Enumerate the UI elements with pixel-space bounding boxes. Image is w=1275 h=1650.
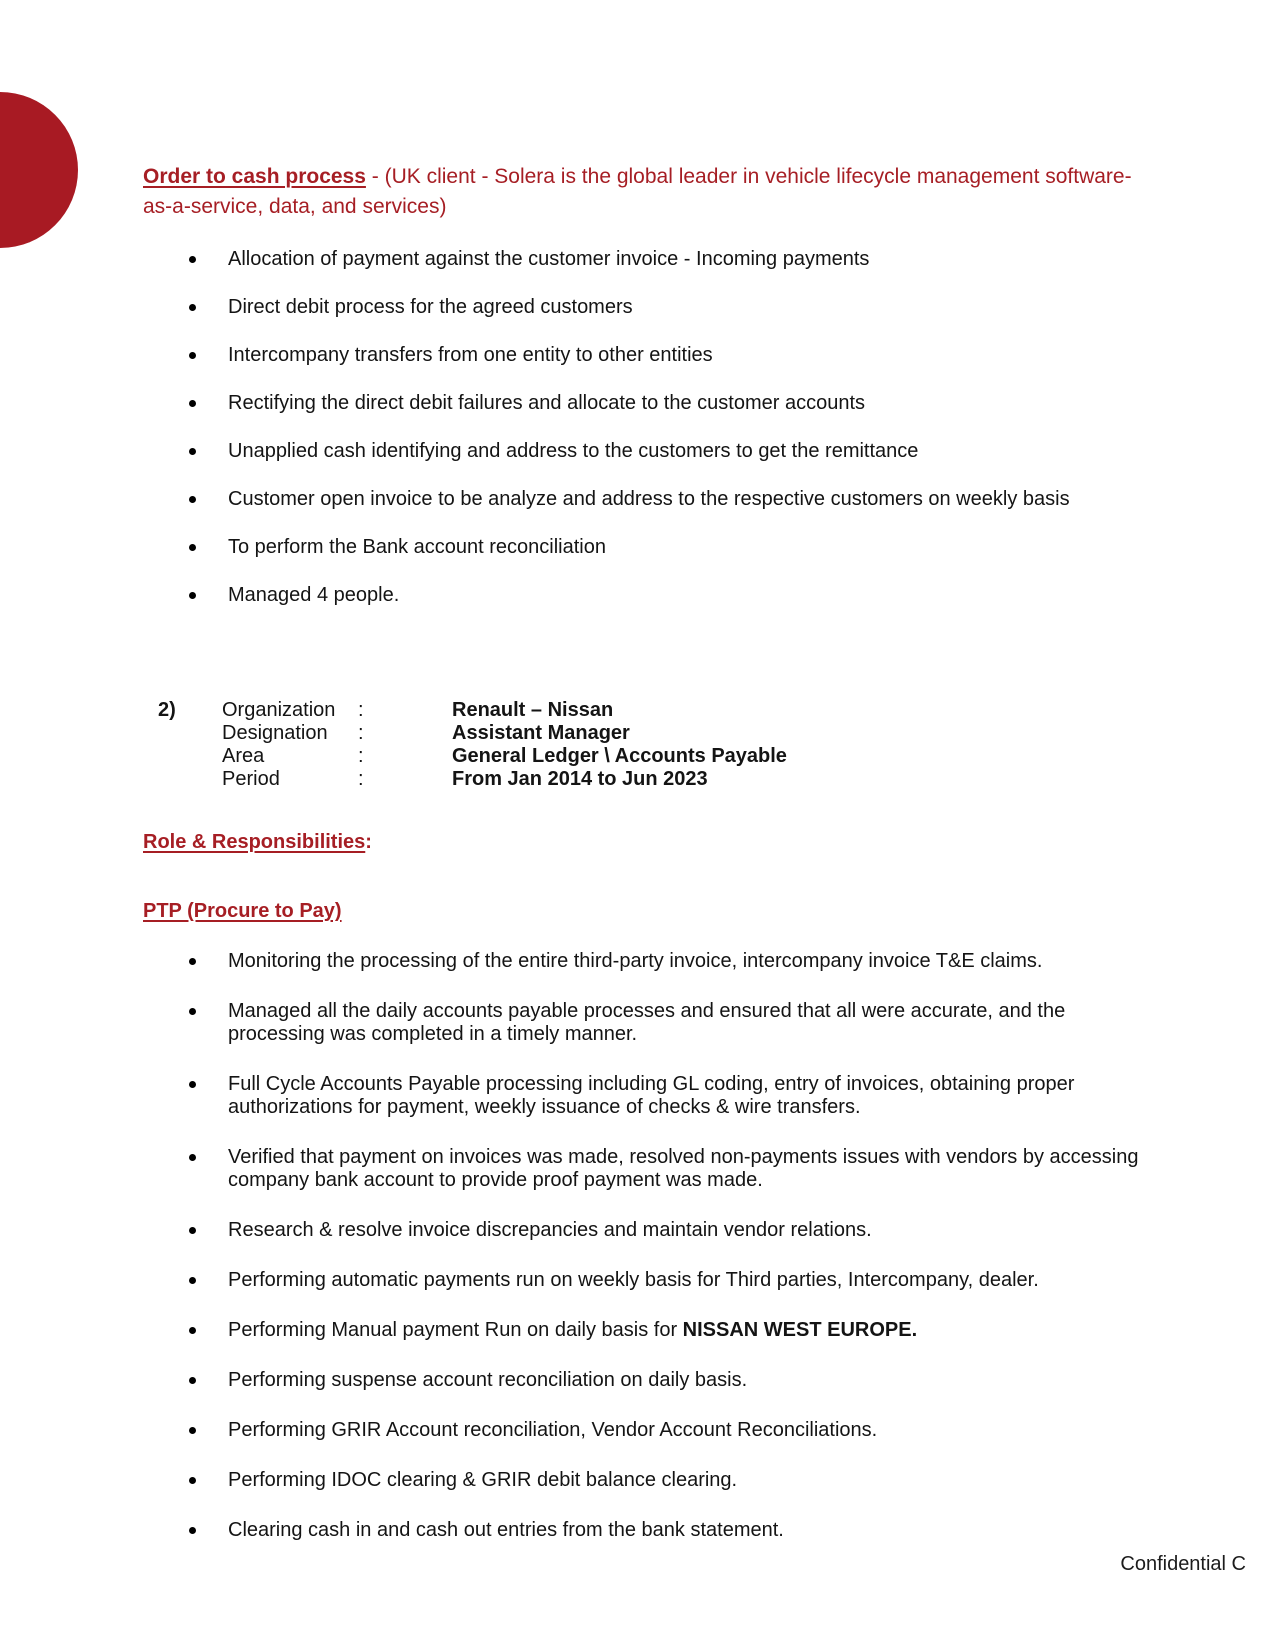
bullet-icon	[189, 400, 196, 407]
page-content	[143, 0, 1140, 1569]
ptp-title: PTP (Procure to Pay)	[143, 900, 342, 922]
bullet-icon	[189, 1527, 196, 1534]
bullet-icon	[189, 1008, 196, 1015]
bullet-text: Performing IDOC clearing & GRIR debit balance clearing.	[228, 1469, 738, 1491]
role-responsibilities-title: Role & Responsibilities	[143, 831, 366, 853]
bullet-text: Clearing cash in and cash out entries from the bank statement.	[228, 1519, 784, 1541]
list-item	[143, 536, 1140, 559]
bullet-text: Monitoring the processing of the entire third-party invoice, intercompany invoice T&E claims.	[228, 950, 1043, 972]
bullet-icon	[189, 1227, 196, 1234]
bullet-icon	[189, 1154, 196, 1161]
bullet-text: Direct debit process for the agreed customers	[228, 296, 633, 318]
bullet-icon	[189, 304, 196, 311]
bullet-text: Performing GRIR Account reconciliation, Vendor Account Reconciliations.	[228, 1419, 878, 1441]
experience-row	[222, 768, 1140, 791]
experience-colon: :	[358, 745, 364, 767]
bullet-icon	[189, 1277, 196, 1284]
bullet-icon	[189, 448, 196, 455]
experience-colon: :	[358, 768, 364, 790]
list-item	[143, 1519, 1140, 1542]
role-responsibilities-heading	[143, 831, 1140, 854]
bullet-text: Managed all the daily accounts payable processes and ensured that all were accurate, and the processing was completed in a timely manner.	[228, 1000, 1066, 1045]
bullet-icon	[189, 958, 196, 965]
bullet-icon	[189, 1377, 196, 1384]
bullet-icon	[189, 1081, 196, 1088]
bullet-text: Research & resolve invoice discrepancies and maintain vendor relations.	[228, 1219, 872, 1241]
bullet-text: Rectifying the direct debit failures and allocate to the customer accounts	[228, 392, 866, 414]
list-item	[143, 1219, 1140, 1242]
bullet-text: Performing automatic payments run on weekly basis for Third parties, Intercompany, dealer.	[228, 1269, 1039, 1291]
list-item	[143, 1369, 1140, 1392]
bullet-text: Unapplied cash identifying and address to the customers to get the remittance	[228, 440, 919, 462]
bullet-icon	[189, 1477, 196, 1484]
ptp-heading	[143, 900, 1140, 923]
bullet-icon	[189, 1427, 196, 1434]
list-item	[143, 344, 1140, 367]
experience-label: Area	[222, 745, 265, 767]
list-item	[143, 1146, 1140, 1192]
otc-title: Order to cash process	[143, 165, 366, 188]
list-item	[143, 1073, 1140, 1119]
bullet-icon	[189, 352, 196, 359]
bullet-icon	[189, 256, 196, 263]
bullet-icon	[189, 1327, 196, 1334]
experience-value: From Jan 2014 to Jun 2023	[452, 768, 708, 790]
list-item	[143, 392, 1140, 415]
experience-colon: :	[358, 699, 364, 721]
bullet-text: To perform the Bank account reconciliation	[228, 536, 606, 558]
list-item	[143, 584, 1140, 607]
list-item	[143, 248, 1140, 271]
bullet-text: Allocation of payment against the customer invoice - Incoming payments	[228, 248, 870, 270]
experience-value: Assistant Manager	[452, 722, 630, 744]
experience-row	[222, 745, 1140, 768]
list-item	[143, 950, 1140, 973]
experience-index: 2)	[158, 699, 176, 721]
bullet-text: Verified that payment on invoices was made, resolved non-payments issues with vendors by accessing company bank account to provide proof payment was made.	[228, 1146, 1139, 1191]
list-item	[143, 296, 1140, 319]
list-item	[143, 1469, 1140, 1492]
otc-heading	[143, 162, 1140, 222]
otc-bullet-list	[143, 248, 1140, 607]
bullet-text: Performing Manual payment Run on daily basis for NISSAN WEST EUROPE.	[228, 1319, 918, 1341]
list-item	[143, 440, 1140, 463]
experience-label: Organization	[222, 699, 336, 721]
bullet-icon	[189, 544, 196, 551]
footer-confidential-label: Confidential C	[1120, 1553, 1246, 1575]
experience-row	[222, 699, 1140, 722]
list-item	[143, 1419, 1140, 1442]
bullet-icon	[189, 496, 196, 503]
experience-label: Period	[222, 768, 280, 790]
bullet-text: Performing suspense account reconciliation on daily basis.	[228, 1369, 748, 1391]
bullet-text: Customer open invoice to be analyze and address to the respective customers on weekly basis	[228, 488, 1070, 510]
bullet-text: Intercompany transfers from one entity to other entities	[228, 344, 713, 366]
role-responsibilities-colon: :	[365, 831, 372, 853]
bullet-text: Managed 4 people.	[228, 584, 400, 606]
otc-subtitle: - (UK client - Solera is the global leader in vehicle lifecycle management software-as-a-service, data, and services)	[143, 165, 1132, 218]
experience-colon: :	[358, 722, 364, 744]
experience-rows	[222, 699, 1140, 791]
ptp-bullet-list	[143, 950, 1140, 1542]
experience-row	[222, 722, 1140, 745]
list-item	[143, 1319, 1140, 1342]
experience-value: General Ledger \ Accounts Payable	[452, 745, 787, 767]
experience-block	[143, 699, 1140, 791]
list-item	[143, 488, 1140, 511]
experience-label: Designation	[222, 722, 328, 744]
experience-value: Renault – Nissan	[452, 699, 614, 721]
bullet-icon	[189, 592, 196, 599]
list-item	[143, 1000, 1140, 1046]
bullet-text: Full Cycle Accounts Payable processing including GL coding, entry of invoices, obtaining proper authorizations for payment, weekly issuance of checks & wire transfers.	[228, 1073, 1075, 1118]
list-item	[143, 1269, 1140, 1292]
red-circle-decoration	[0, 92, 78, 248]
